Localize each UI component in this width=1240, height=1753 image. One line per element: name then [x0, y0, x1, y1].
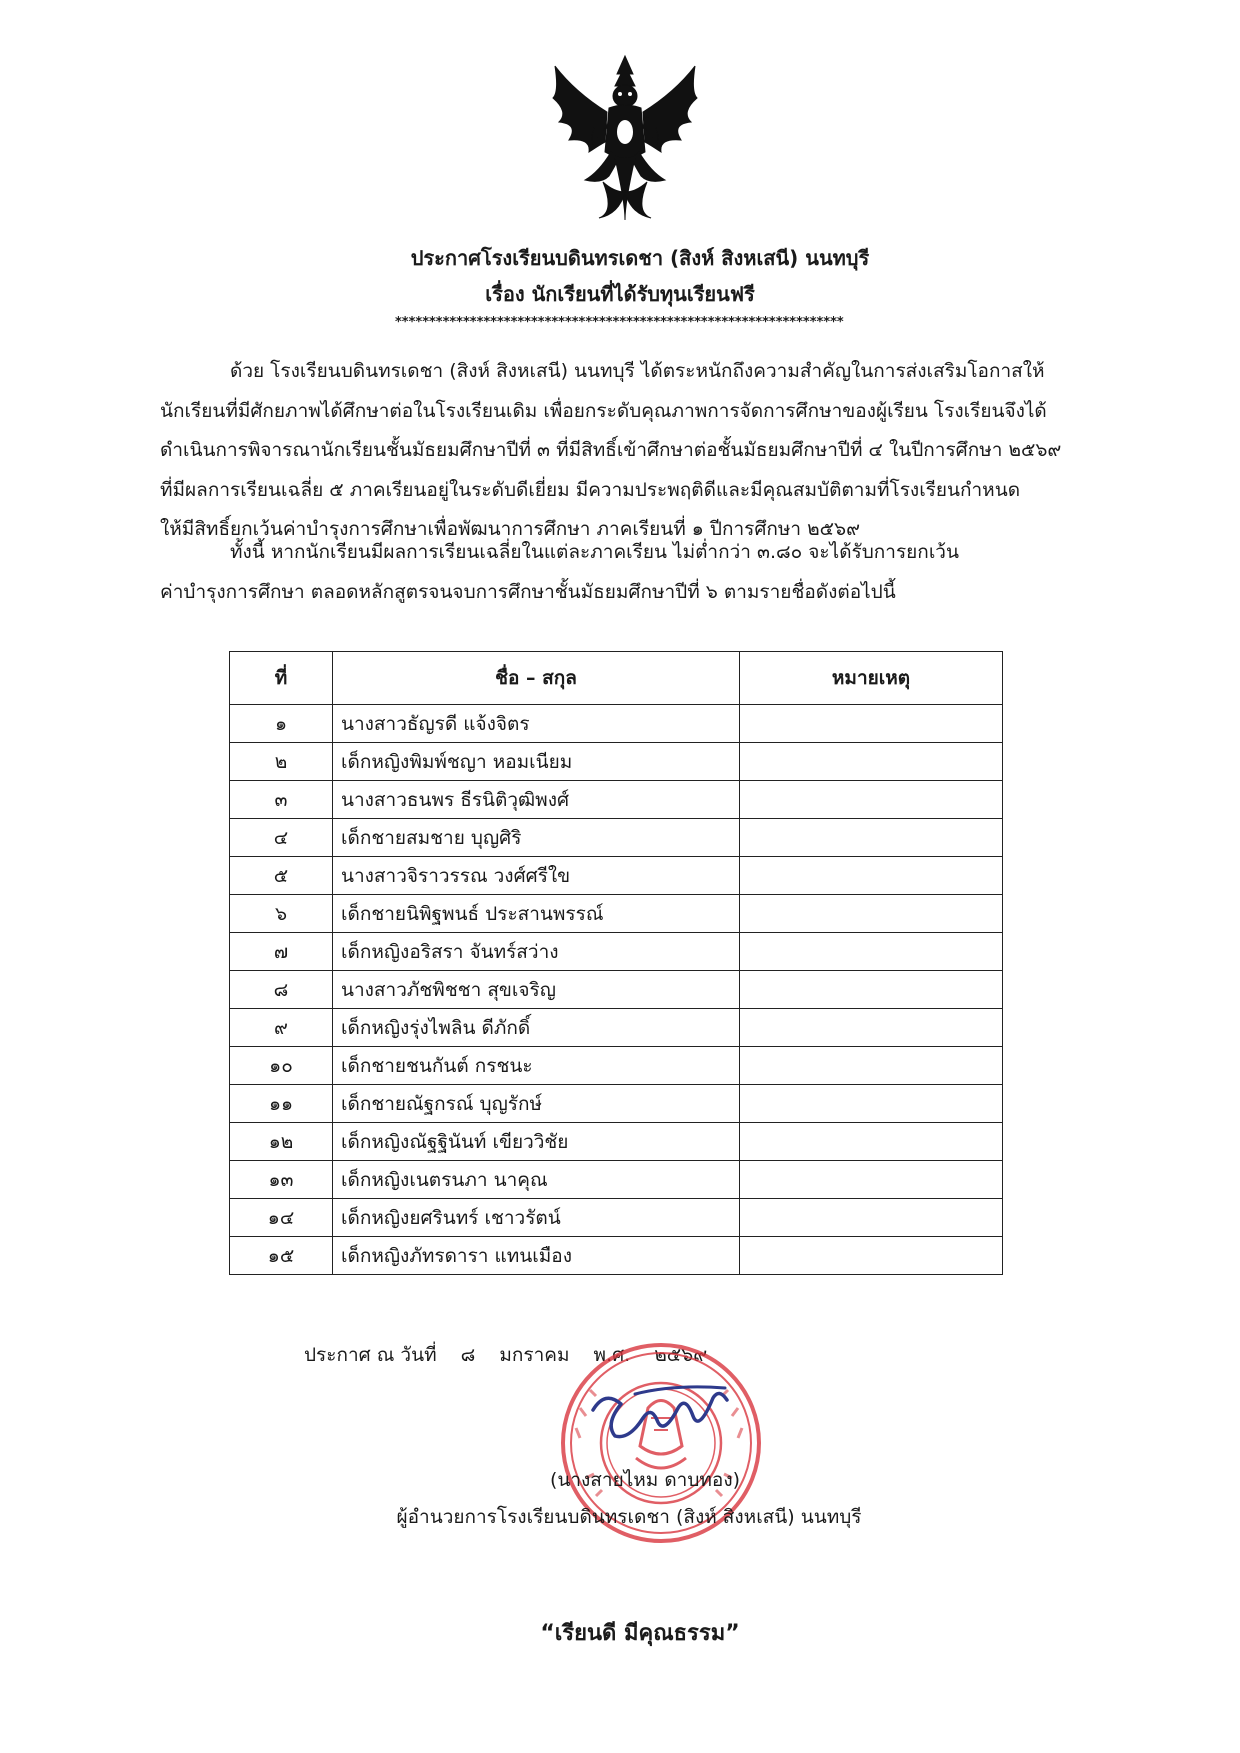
garuda-emblem-icon: [545, 52, 705, 222]
table-header-row: [230, 652, 1003, 705]
announce-year: ๒๕๖๙: [654, 1344, 708, 1366]
table-row: [230, 781, 1003, 819]
signer-name: (นางสายไหม ดาบทอง): [549, 1469, 741, 1491]
table-row: [230, 1199, 1003, 1237]
director-signature-icon: [585, 1380, 735, 1450]
announce-day: ๘: [460, 1344, 476, 1366]
remark-cell: [740, 1199, 1003, 1237]
paragraph-line: ดำเนินการพิจารณานักเรียนชั้นมัธยมศึกษาปีที่ ๓ ที่มีสิทธิ์เข้าศึกษาต่อชั้นมัธยมศึกษาปีที่ ๔ ในปีการศึกษา ๒๕๖๙: [160, 439, 1062, 461]
remark-cell: [740, 1047, 1003, 1085]
student-name-cell: นางสาวธัญรดี แจ้งจิตร: [333, 705, 740, 743]
remark-cell: [740, 705, 1003, 743]
remark-cell: [740, 1123, 1003, 1161]
row-number-cell: ๓: [230, 781, 333, 819]
table-row: [230, 819, 1003, 857]
paragraph-line: ค่าบำรุงการศึกษา ตลอดหลักสูตรจนจบการศึกษาชั้นมัธยมศึกษาปีที่ ๖ ตามรายชื่อดังต่อไปนี้: [160, 580, 896, 603]
title-separator: ******************************************************************: [395, 315, 844, 330]
row-number-cell: ๒: [230, 743, 333, 781]
remark-cell: [740, 1237, 1003, 1275]
student-name-cell: เด็กหญิงยศรินทร์ เชาวรัตน์: [333, 1199, 740, 1237]
table-row: [230, 705, 1003, 743]
table-row: [230, 1085, 1003, 1123]
student-name-cell: เด็กชายสมชาย บุญศิริ: [333, 819, 740, 857]
signer-position: ผู้อำนวยการโรงเรียนบดินทรเดชา (สิงห์ สิงหเสนี) นนทบุรี: [396, 1506, 862, 1528]
remark-cell: [740, 895, 1003, 933]
row-number-cell: ๘: [230, 971, 333, 1009]
table-row: [230, 1161, 1003, 1199]
student-name-cell: เด็กชายณัฐกรณ์ บุญรักษ์: [333, 1085, 740, 1123]
student-name-cell: เด็กหญิงณัฐฐินันท์ เขียววิชัย: [333, 1123, 740, 1161]
row-number-cell: ๑๕: [230, 1237, 333, 1275]
table-row: [230, 895, 1003, 933]
student-name-cell: เด็กหญิงอริสรา จันทร์สว่าง: [333, 933, 740, 971]
row-number-cell: ๔: [230, 819, 333, 857]
row-number-cell: ๑๒: [230, 1123, 333, 1161]
student-name-cell: เด็กชายชนกันต์ กรชนะ: [333, 1047, 740, 1085]
remark-cell: [740, 933, 1003, 971]
column-header-name: ชื่อ – สกุล: [333, 652, 740, 705]
remark-cell: [740, 781, 1003, 819]
table-row: [230, 1123, 1003, 1161]
announce-era: พ.ศ.: [593, 1344, 631, 1366]
student-name-cell: เด็กหญิงรุ่งไพลิน ดีภักดิ์: [333, 1009, 740, 1047]
remark-cell: [740, 971, 1003, 1009]
table-row: [230, 1047, 1003, 1085]
school-motto: “เรียนดี มีคุณธรรม”: [540, 1621, 740, 1646]
remark-cell: [740, 743, 1003, 781]
remark-cell: [740, 1009, 1003, 1047]
table-row: [230, 971, 1003, 1009]
paragraph-line: ด้วย โรงเรียนบดินทรเดชา (สิงห์ สิงหเสนี) นนทบุรี ได้ตระหนักถึงความสำคัญในการส่งเสริมโอกาสให้: [230, 360, 1045, 382]
table-row: [230, 857, 1003, 895]
row-number-cell: ๕: [230, 857, 333, 895]
student-name-cell: เด็กชายนิพิฐพนธ์ ประสานพรรณ์: [333, 895, 740, 933]
row-number-cell: ๑๐: [230, 1047, 333, 1085]
student-name-cell: นางสาวภัชพิชชา สุขเจริญ: [333, 971, 740, 1009]
row-number-cell: ๙: [230, 1009, 333, 1047]
table-row: [230, 933, 1003, 971]
row-number-cell: ๖: [230, 895, 333, 933]
column-header-remark: หมายเหตุ: [740, 652, 1003, 705]
student-name-cell: เด็กหญิงพิมพ์ชญา หอมเนียม: [333, 743, 740, 781]
row-number-cell: ๑: [230, 705, 333, 743]
table-row: [230, 1237, 1003, 1275]
paragraph-line: นักเรียนที่มีศักยภาพได้ศึกษาต่อในโรงเรียนเดิม เพื่อยกระดับคุณภาพการจัดการศึกษาของผู้เรียน โรงเรียนจึงได้: [160, 399, 1047, 422]
body-paragraph-1: [160, 352, 1135, 550]
body-paragraph-2: [160, 533, 1135, 612]
remark-cell: [740, 819, 1003, 857]
student-name-cell: เด็กหญิงภัทรดารา แทนเมือง: [333, 1237, 740, 1275]
scholarship-student-table: [229, 651, 1003, 1275]
paragraph-line: ทั้งนี้ หากนักเรียนมีผลการเรียนเฉลี่ยในแต่ละภาคเรียน ไม่ต่ำกว่า ๓.๘๐ จะได้รับการยกเว้น: [230, 541, 959, 563]
remark-cell: [740, 1161, 1003, 1199]
paragraph-line: ที่มีผลการเรียนเฉลี่ย ๕ ภาคเรียนอยู่ในระดับดีเยี่ยม มีความประพฤติดีและมีคุณสมบัติตามที่โรงเรียนกำหนด: [160, 478, 1021, 501]
row-number-cell: ๗: [230, 933, 333, 971]
row-number-cell: ๑๔: [230, 1199, 333, 1237]
row-number-cell: ๑๑: [230, 1085, 333, 1123]
table-row: [230, 1009, 1003, 1047]
announce-prefix: ประกาศ ณ วันที่: [304, 1344, 437, 1366]
announcement-subject: เรื่อง นักเรียนที่ได้รับทุนเรียนฟรี: [485, 282, 755, 306]
table-row: [230, 743, 1003, 781]
row-number-cell: ๑๓: [230, 1161, 333, 1199]
remark-cell: [740, 857, 1003, 895]
column-header-number: ที่: [230, 652, 333, 705]
student-name-cell: นางสาวธนพร ธีรนิติวุฒิพงศ์: [333, 781, 740, 819]
announcement-title: ประกาศโรงเรียนบดินทรเดชา (สิงห์ สิงหเสนี) นนทบุรี: [410, 246, 870, 270]
student-name-cell: เด็กหญิงเนตรนภา นาคุณ: [333, 1161, 740, 1199]
announce-month: มกราคม: [499, 1344, 570, 1366]
paragraph-line: ให้มีสิทธิ์ยกเว้นค่าบำรุงการศึกษาเพื่อพัฒนาการศึกษา ภาคเรียนที่ ๑ ปีการศึกษา ๒๕๖๙: [160, 518, 861, 540]
student-name-cell: นางสาวจิราวรรณ วงศ์ศรีใข: [333, 857, 740, 895]
remark-cell: [740, 1085, 1003, 1123]
